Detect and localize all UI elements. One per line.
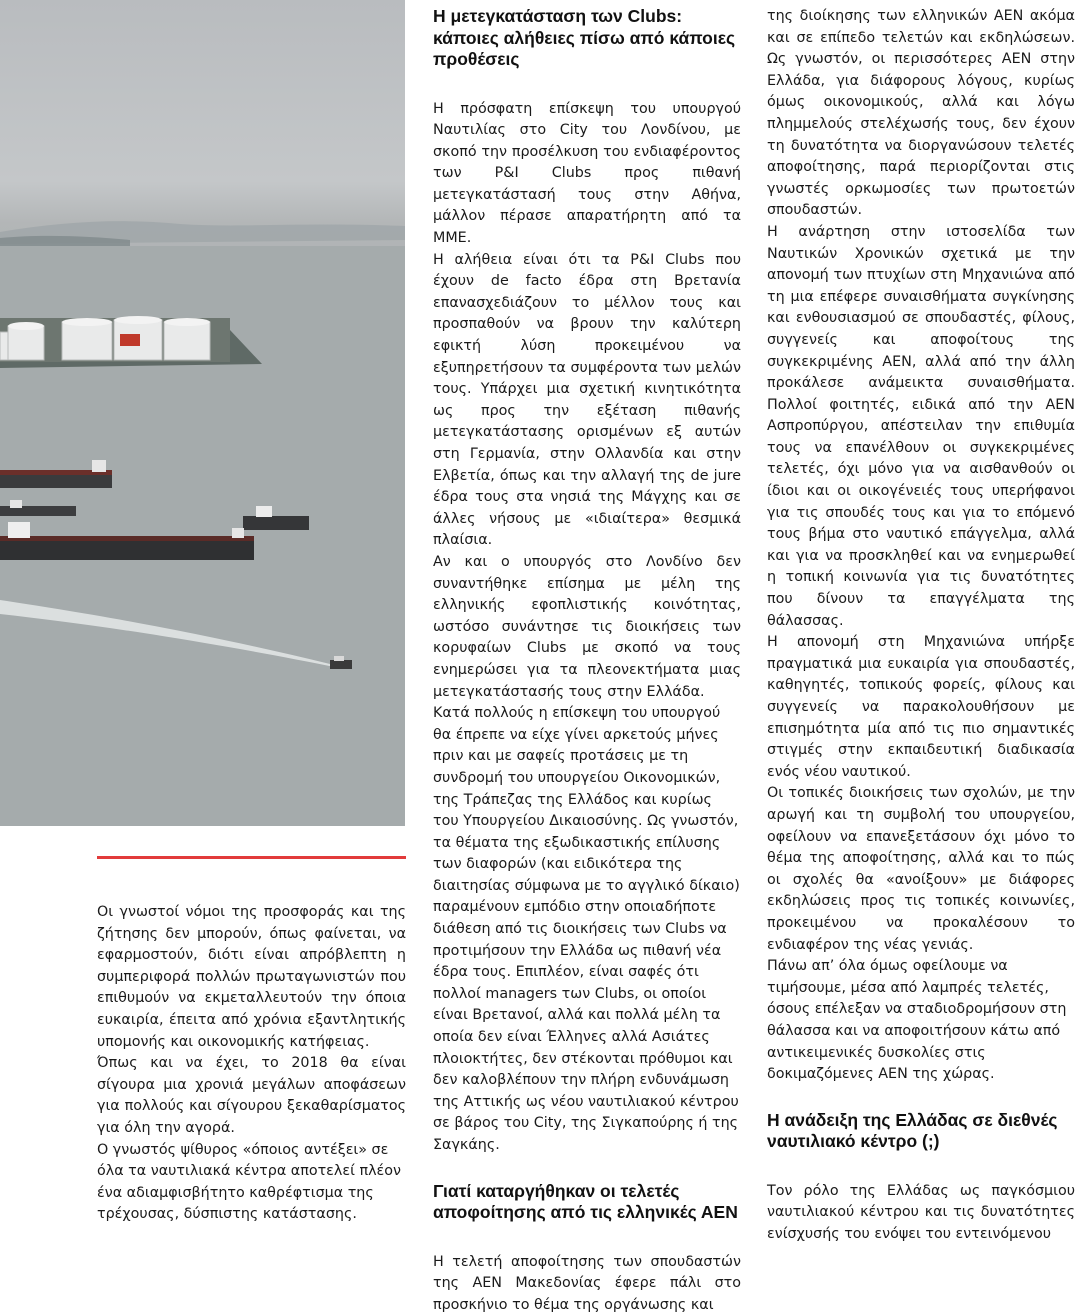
paragraph: Η απονομή στη Μηχανιώνα υπήρξε πραγματικά μια ευκαιρία για σπουδαστές, καθηγητές, τοπικούς φορείς, φίλους και συγγενείς να παρακολουθήσουν με επισημότητα μία από τις πιο σημαντικές στιγμές στην εκπαιδευτική διαδικασία ενός νέου ναυτικού. xyxy=(767,634,1075,780)
paragraph: Πάνω απ’ όλα όμως οφείλουμε να τιμήσουμε, μέσα από λαμπρές τελετές, όσους επέλεξαν να σταδιοδρομήσουν στη θάλασσα και να αποφοιτήσουν κάτω από αντικειμενικές δυσκολίες στις δοκιμαζόμενες ΑΕΝ της χώρας. xyxy=(767,958,1067,1083)
paragraph: Η τελετή αποφοίτησης των σπουδαστών της ΑΕΝ Μακεδονίας έφερε πάλι στο προσκήνιο το θέμα της οργάνωσης και xyxy=(433,1253,741,1313)
section-heading-graduation: Γιατί καταργήθηκαν οι τελετές αποφοίτησης από τις ελληνικές ΑΕΝ xyxy=(433,1180,738,1223)
column-3 xyxy=(767,6,1075,1245)
column-2 xyxy=(433,6,741,1316)
paragraph: Αν και ο υπουργός στο Λονδίνο δεν συναντήθηκε επίσημα με μέλη της ελληνικής εφοπλιστικής κοινότητας, ωστόσο συνάντησε τις διοικήσεις των κορυφαίων Clubs με σκοπό να τους ενημερώσει για τα πλεονεκτήματα μιας μετεγκατάστασής τους στην Ελλάδα. xyxy=(433,553,741,700)
harbour-photo xyxy=(0,0,405,826)
paragraph: Οι γνωστοί νόμοι της προσφοράς και της ζήτησης δεν μπορούν, όπως φαίνεται, να εφαρμοστούν, διότι είναι απρόβλεπτη η συμπεριφορά πολλών πρωταγωνιστών που επιθυμούν να εκμεταλλευτούν την όποια ευκαιρία, έπειτα από χρόνια εξαντλητικής υπομονής και οικονομικής κατήφειας. xyxy=(97,904,406,1050)
paragraph: Η αλήθεια είναι ότι τα P&I Clubs που έχουν de facto έδρα στη Βρετανία επανασχεδιάζουν το μέλλον τους και προσπαθούν να βρουν την καλύτερη εφικτή λύση προκειμένου να εξυπηρετήσουν τα συμφέροντα των μελών τους. Υπάρχει μια σχετική κινητικότητα ως προς την εξέταση πιθανής μετεγκατάστασης ορισμένων εξ αυτών στη Γερμανία, στην Ολλανδία και στην Ελβετία, όπως και την αλλαγή της de jure έδρα τους στα νησιά της Μάγχης και σε άλλες νήσους με «ιδιαίτερα» θεσμικά πλαίσια. xyxy=(433,251,741,549)
paragraph: Όπως και να έχει, το 2018 θα είναι σίγουρα μια χρονιά μεγάλων αποφάσεων για πολλούς και σίγουρου ξεκαθαρίσματος για όλη την αγορά. xyxy=(97,1055,406,1136)
red-divider xyxy=(97,856,406,859)
paragraph: Οι τοπικές διοικήσεις των σχολών, με την αρωγή και τη συμβολή του υπουργείου, οφείλουν να επανεξετάσουν όχι μόνο το θέμα της αποφοίτησης, αλλά και το πώς οι σχολές θα «ανοίξουν» με διάφορες εκδηλώσεις προς τις τοπικές κοινωνίες, προκειμένου να προκαλέσουν το ενδιαφέρον της νέας γενιάς. xyxy=(767,785,1075,953)
paragraph: Κατά πολλούς η επίσκεψη του υπουργού θα έπρεπε να είχε γίνει αρκετούς μήνες πριν και με σαφείς προτάσεις με τη συνδρομή του υπουργείου Οικονομικών, της Τράπεζας της Ελλάδος και κυρίως του Υπουργείου Δικαιοσύνης. Ως γνωστόν, τα θέματα της εξωδικαστικής επίλυσης των διαφορών (και ειδικότερα της διαιτησίας σύμφωνα με το αγγλικό δίκαιο) παραμένουν εμπόδιο στην οποιαδήποτε διάθεση από τις διοικήσεις των Clubs να προτιμήσουν την Ελλάδα ως πιθανή νέα έδρα τους. Επιπλέον, είναι σαφές ότι πολλοί managers των Clubs, οι οποίοι είναι Βρετανοί, αλλά και πολλά μέλη τα οποία δεν είναι Έλληνες αλλά Ασιάτες πλοιοκτήτες, δεν στέκονται πρόθυμοι και δεν καλοβλέπουν την πλήρη ενδυνάμωση της Αττικής ως νέου ναυτιλιακού κέντρου σε βάρος του City, της Σιγκαπούρης ή της Σαγκάης. xyxy=(433,705,740,1153)
section-heading-greece-hub: Η ανάδειξη της Ελλάδας σε διεθνές ναυτιλιακό κέντρο (;) xyxy=(767,1109,1058,1152)
vopak-logo xyxy=(120,334,140,346)
paragraph: της διοίκησης των ελληνικών ΑΕΝ ακόμα και σε επίπεδο τελετών και εκδηλώσεων. Ως γνωστόν, οι περισσότερες ΑΕΝ στην Ελλάδα, για διάφορους λόγους, κυρίως όμως οικονομικούς, αλλά και λόγω πλημμελούς στελέχωσής τους, δεν έχουν τη δυνατότητα να διοργανώσουν τελετές αποφοίτησης, παρά περιορίζονται στις γνωστές ορκωμοσίες των πρωτοετών σπουδαστών. xyxy=(767,8,1075,219)
section-heading-clubs: Η μετεγκατάσταση των Clubs: κάποιες αλήθειες πίσω από κάποιες προθέσεις xyxy=(433,6,736,69)
paragraph: Τον ρόλο της Ελλάδας ως παγκόσμιου ναυτιλιακού κέντρου και τις δυνατότητες ενίσχυσής του ενόψει του εντεινόμενου xyxy=(767,1182,1075,1242)
paragraph: Η πρόσφατη επίσκεψη του υπουργού Ναυτιλίας στο City του Λονδίνου, με σκοπό την προσέλκυση του ενδιαφέροντος των P&I Clubs προς πιθανή μετεγκατάστασή τους στην Αθήνα, μάλλον πέρασε απαρατήρητη από τα ΜΜΕ. xyxy=(433,100,741,247)
paragraph: Ο γνωστός ψίθυρος «όποιος αντέξει» σε όλα τα ναυτιλιακά κέντρα αποτελεί πλέον ένα αδιαμφισβήτητο καθρέφτισμα της τρέχουσας, δύσπιστης κατάστασης. xyxy=(97,1141,402,1223)
column-1 xyxy=(97,902,406,1226)
paragraph: Η ανάρτηση στην ιστοσελίδα των Ναυτικών Χρονικών σχετικά με την απονομή των πτυχίων στη Μηχανιώνα από τη μια επέφερε συναισθήματα συγκίνησης και ενθουσιασμού σε σπουδαστές, φίλους, συγγενείς και αποφοίτους της συγκεκριμένης ΑΕΝ, αλλά από την άλλη προκάλεσε ανάμεικτα συναισθήματα. Πολλοί φοιτητές, ειδικά από την ΑΕΝ Ασπροπύργου, απέστειλαν την επιθυμία τους να επανέλθουν οι συγκεκριμένες τελετές, όχι μόνο για να αισθανθούν οι ίδιοι και οι οικογένειές τους υπερήφανοι για τις σπουδές τους και για το επόμενό τους βήμα στο ναυτικό επάγγελμα, αλλά και για να προσκληθεί και να ενημερωθεί η τοπική κοινωνία για τις δυνατότητες που δίνουν τα επαγγέλματα της θάλασσας. xyxy=(767,223,1075,629)
